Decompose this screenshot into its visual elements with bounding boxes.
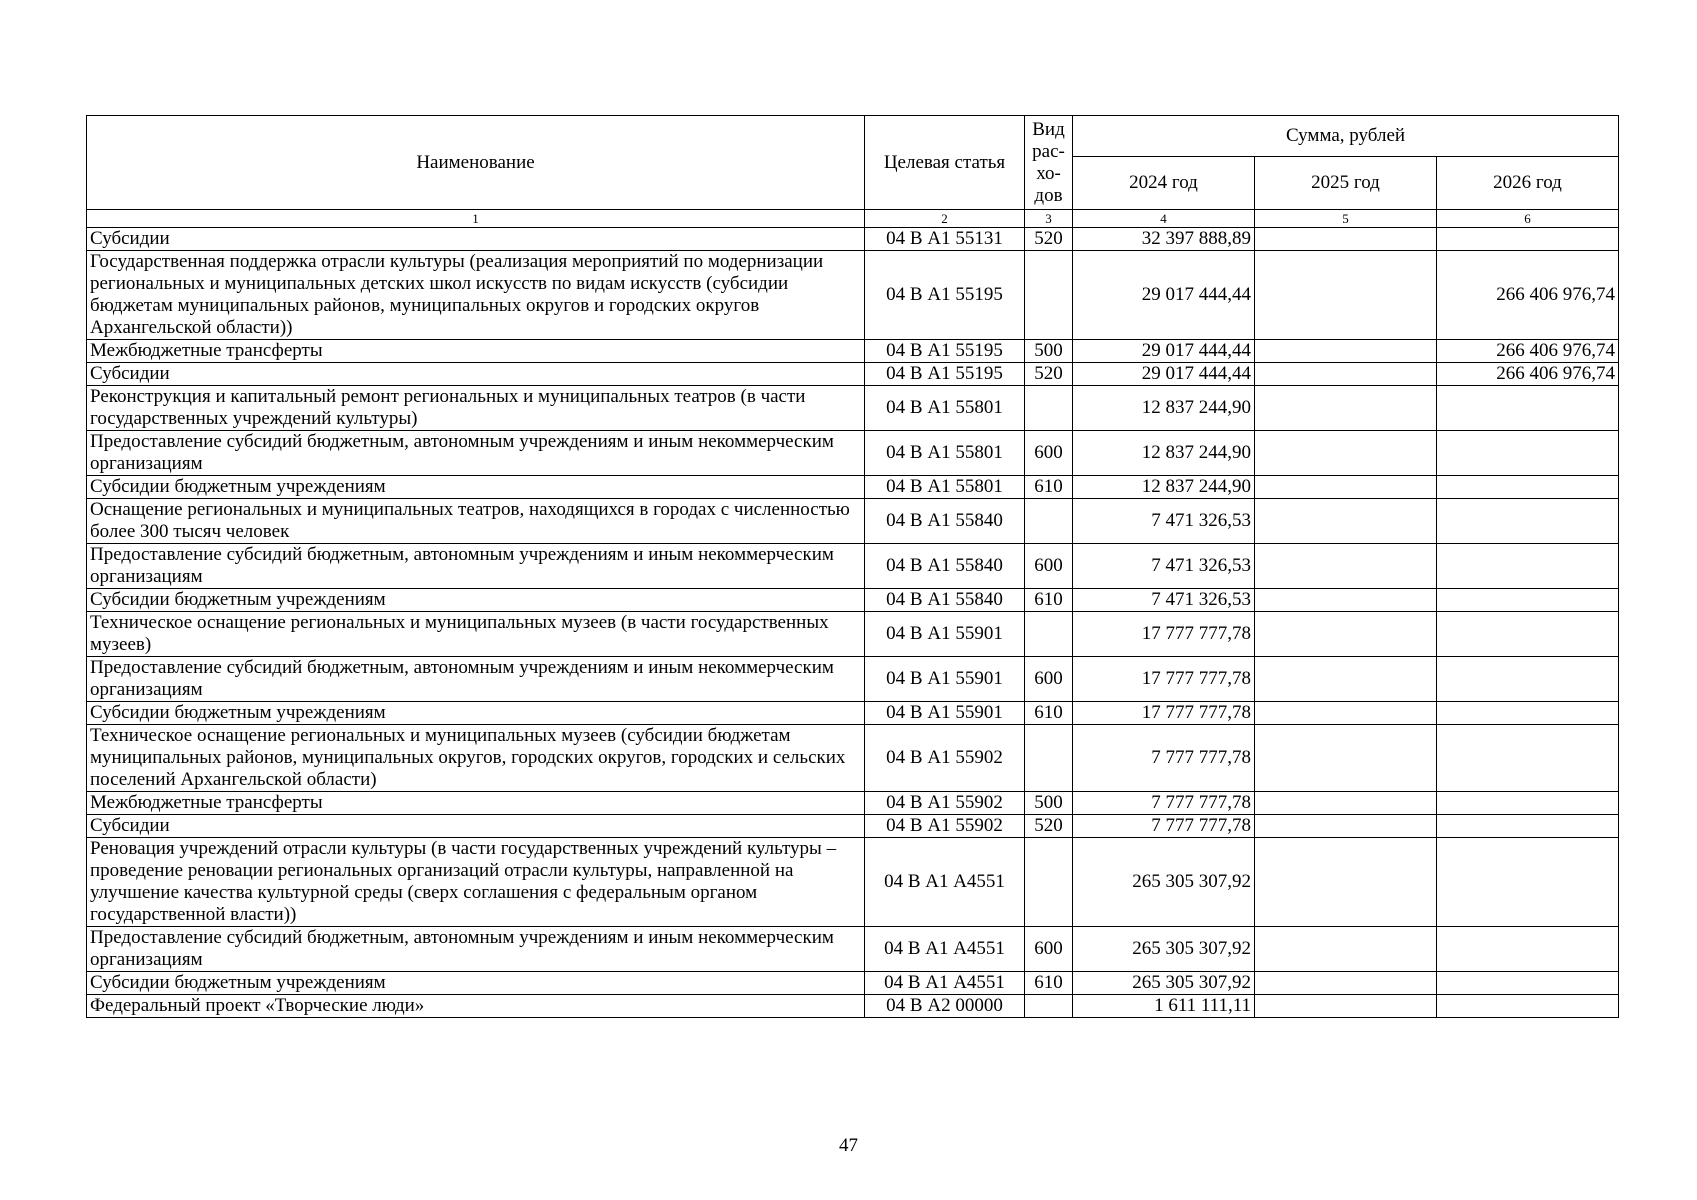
table-row — [87, 431, 1619, 476]
row-name: Межбюджетные трансферты — [87, 340, 865, 363]
row-amount-2025 — [1255, 340, 1437, 363]
row-amount-2024: 7 777 777,78 — [1073, 815, 1255, 838]
row-expense-type: 600 — [1025, 544, 1073, 589]
row-amount-2026 — [1437, 228, 1619, 251]
column-number: 2 — [865, 210, 1025, 228]
row-target-code: 04 В А1 55840 — [865, 544, 1025, 589]
row-target-code: 04 В А1 55901 — [865, 657, 1025, 702]
row-target-code: 04 В А1 55195 — [865, 251, 1025, 340]
row-amount-2026 — [1437, 972, 1619, 995]
row-target-code: 04 В А1 55840 — [865, 499, 1025, 544]
row-name: Субсидии бюджетным учреждениям — [87, 476, 865, 499]
row-amount-2024: 29 017 444,44 — [1073, 251, 1255, 340]
table-row — [87, 589, 1619, 612]
table-row — [87, 657, 1619, 702]
row-name: Предоставление субсидий бюджетным, автономным учреждениям и иным некоммерческим организациям — [87, 927, 865, 972]
row-name: Субсидии бюджетным учреждениям — [87, 702, 865, 725]
table-row — [87, 499, 1619, 544]
row-name: Субсидии — [87, 815, 865, 838]
column-number: 5 — [1255, 210, 1437, 228]
row-amount-2025 — [1255, 499, 1437, 544]
table-row — [87, 228, 1619, 251]
row-target-code: 04 В А1 55195 — [865, 340, 1025, 363]
row-expense-type — [1025, 838, 1073, 927]
column-number: 6 — [1437, 210, 1619, 228]
row-target-code: 04 В А1 55901 — [865, 702, 1025, 725]
header-vid: Вид рас-хо-дов — [1025, 116, 1073, 210]
row-amount-2025 — [1255, 725, 1437, 792]
header-sum: Сумма, рублей — [1073, 116, 1619, 157]
row-expense-type — [1025, 725, 1073, 792]
column-number: 4 — [1073, 210, 1255, 228]
header-code: Целевая статья — [865, 116, 1025, 210]
row-amount-2025 — [1255, 589, 1437, 612]
column-numbers-row — [87, 210, 1619, 228]
row-name: Федеральный проект «Творческие люди» — [87, 995, 865, 1018]
row-expense-type: 520 — [1025, 228, 1073, 251]
row-expense-type: 520 — [1025, 363, 1073, 386]
row-amount-2024: 265 305 307,92 — [1073, 838, 1255, 927]
row-target-code: 04 В А1 А4551 — [865, 927, 1025, 972]
row-name: Реконструкция и капитальный ремонт региональных и муниципальных театров (в части государственных учреждений культуры) — [87, 386, 865, 431]
row-amount-2024: 17 777 777,78 — [1073, 612, 1255, 657]
row-amount-2026 — [1437, 702, 1619, 725]
row-name: Предоставление субсидий бюджетным, автономным учреждениям и иным некоммерческим организациям — [87, 657, 865, 702]
budget-table — [86, 115, 1619, 1018]
row-expense-type: 600 — [1025, 927, 1073, 972]
row-amount-2025 — [1255, 972, 1437, 995]
row-expense-type — [1025, 995, 1073, 1018]
table-row — [87, 838, 1619, 927]
row-amount-2025 — [1255, 386, 1437, 431]
row-amount-2026 — [1437, 499, 1619, 544]
row-amount-2024: 12 837 244,90 — [1073, 431, 1255, 476]
table-row — [87, 476, 1619, 499]
row-amount-2026 — [1437, 431, 1619, 476]
row-name: Техническое оснащение региональных и муниципальных музеев (в части государственных музеев) — [87, 612, 865, 657]
row-amount-2025 — [1255, 927, 1437, 972]
row-name: Субсидии — [87, 228, 865, 251]
row-amount-2025 — [1255, 476, 1437, 499]
row-name: Реновация учреждений отрасли культуры (в части государственных учреждений культуры – проведение реновации региональных организаций отрасли культуры, направленной на улучшение качества культурной среды (сверх соглашения с федеральным органом государственной власти)) — [87, 838, 865, 927]
row-name: Межбюджетные трансферты — [87, 792, 865, 815]
row-amount-2026 — [1437, 792, 1619, 815]
row-amount-2024: 29 017 444,44 — [1073, 340, 1255, 363]
row-amount-2025 — [1255, 363, 1437, 386]
row-target-code: 04 В А2 00000 — [865, 995, 1025, 1018]
table-row — [87, 386, 1619, 431]
row-amount-2026 — [1437, 612, 1619, 657]
row-target-code: 04 В А1 55801 — [865, 476, 1025, 499]
row-amount-2025 — [1255, 815, 1437, 838]
row-amount-2026: 266 406 976,74 — [1437, 340, 1619, 363]
column-number: 3 — [1025, 210, 1073, 228]
row-expense-type — [1025, 612, 1073, 657]
row-target-code: 04 В А1 55801 — [865, 386, 1025, 431]
row-amount-2024: 7 777 777,78 — [1073, 725, 1255, 792]
row-expense-type: 610 — [1025, 972, 1073, 995]
table-row — [87, 612, 1619, 657]
row-name: Предоставление субсидий бюджетным, автономным учреждениям и иным некоммерческим организациям — [87, 431, 865, 476]
table-row — [87, 702, 1619, 725]
row-target-code: 04 В А1 А4551 — [865, 838, 1025, 927]
row-expense-type: 500 — [1025, 340, 1073, 363]
row-name: Субсидии бюджетным учреждениям — [87, 972, 865, 995]
row-target-code: 04 В А1 55902 — [865, 792, 1025, 815]
page-number: 47 — [839, 1135, 858, 1156]
row-amount-2024: 1 611 111,11 — [1073, 995, 1255, 1018]
row-amount-2026 — [1437, 725, 1619, 792]
row-target-code: 04 В А1 55902 — [865, 725, 1025, 792]
row-target-code: 04 В А1 55901 — [865, 612, 1025, 657]
row-amount-2026 — [1437, 386, 1619, 431]
table-row — [87, 544, 1619, 589]
header-year-2026: 2026 год — [1437, 157, 1619, 210]
row-name: Оснащение региональных и муниципальных театров, находящихся в городах с численностью более 300 тысяч человек — [87, 499, 865, 544]
row-expense-type: 610 — [1025, 589, 1073, 612]
row-name: Государственная поддержка отрасли культуры (реализация мероприятий по модернизации региональных и муниципальных детских школ искусств по видам искусств (субсидии бюджетам муниципальных районов, муниципальных округов и городских округов Архангельской области)) — [87, 251, 865, 340]
row-target-code: 04 В А1 55131 — [865, 228, 1025, 251]
table-row — [87, 363, 1619, 386]
header-year-2024: 2024 год — [1073, 157, 1255, 210]
row-amount-2024: 265 305 307,92 — [1073, 972, 1255, 995]
row-name: Субсидии — [87, 363, 865, 386]
row-expense-type: 600 — [1025, 431, 1073, 476]
header-name: Наименование — [87, 116, 865, 210]
row-amount-2024: 17 777 777,78 — [1073, 657, 1255, 702]
row-amount-2024: 7 471 326,53 — [1073, 589, 1255, 612]
row-amount-2024: 7 471 326,53 — [1073, 499, 1255, 544]
table-row — [87, 927, 1619, 972]
row-amount-2024: 32 397 888,89 — [1073, 228, 1255, 251]
row-amount-2025 — [1255, 228, 1437, 251]
row-amount-2024: 12 837 244,90 — [1073, 476, 1255, 499]
row-expense-type: 610 — [1025, 476, 1073, 499]
row-amount-2024: 29 017 444,44 — [1073, 363, 1255, 386]
header-year-2025: 2025 год — [1255, 157, 1437, 210]
row-amount-2025 — [1255, 544, 1437, 589]
row-amount-2024: 17 777 777,78 — [1073, 702, 1255, 725]
table-row — [87, 815, 1619, 838]
row-amount-2025 — [1255, 792, 1437, 815]
row-name: Предоставление субсидий бюджетным, автономным учреждениям и иным некоммерческим организациям — [87, 544, 865, 589]
row-amount-2024: 12 837 244,90 — [1073, 386, 1255, 431]
row-expense-type: 520 — [1025, 815, 1073, 838]
table-body — [87, 228, 1619, 1018]
column-number: 1 — [87, 210, 865, 228]
table-row — [87, 725, 1619, 792]
row-amount-2026: 266 406 976,74 — [1437, 251, 1619, 340]
table-row — [87, 340, 1619, 363]
row-target-code: 04 В А1 55195 — [865, 363, 1025, 386]
row-name: Техническое оснащение региональных и муниципальных музеев (субсидии бюджетам муниципальных районов, муниципальных округов, городских округов, городских и сельских поселений Архангельской области) — [87, 725, 865, 792]
row-amount-2025 — [1255, 657, 1437, 702]
row-target-code: 04 В А1 55840 — [865, 589, 1025, 612]
row-amount-2026 — [1437, 589, 1619, 612]
row-amount-2026: 266 406 976,74 — [1437, 363, 1619, 386]
row-amount-2026 — [1437, 544, 1619, 589]
row-amount-2026 — [1437, 476, 1619, 499]
row-target-code: 04 В А1 55902 — [865, 815, 1025, 838]
row-amount-2024: 7 471 326,53 — [1073, 544, 1255, 589]
table-row — [87, 972, 1619, 995]
row-amount-2025 — [1255, 702, 1437, 725]
row-expense-type — [1025, 251, 1073, 340]
row-amount-2026 — [1437, 657, 1619, 702]
table-row — [87, 251, 1619, 340]
row-amount-2025 — [1255, 838, 1437, 927]
row-amount-2026 — [1437, 995, 1619, 1018]
row-expense-type — [1025, 499, 1073, 544]
row-expense-type: 610 — [1025, 702, 1073, 725]
row-target-code: 04 В А1 55801 — [865, 431, 1025, 476]
row-expense-type: 500 — [1025, 792, 1073, 815]
row-amount-2026 — [1437, 815, 1619, 838]
row-amount-2024: 265 305 307,92 — [1073, 927, 1255, 972]
row-amount-2026 — [1437, 927, 1619, 972]
row-amount-2025 — [1255, 431, 1437, 476]
row-amount-2025 — [1255, 612, 1437, 657]
row-name: Субсидии бюджетным учреждениям — [87, 589, 865, 612]
row-target-code: 04 В А1 А4551 — [865, 972, 1025, 995]
row-amount-2025 — [1255, 995, 1437, 1018]
row-amount-2025 — [1255, 251, 1437, 340]
row-amount-2026 — [1437, 838, 1619, 927]
row-amount-2024: 7 777 777,78 — [1073, 792, 1255, 815]
row-expense-type: 600 — [1025, 657, 1073, 702]
row-expense-type — [1025, 386, 1073, 431]
table-row — [87, 792, 1619, 815]
table-row — [87, 995, 1619, 1018]
